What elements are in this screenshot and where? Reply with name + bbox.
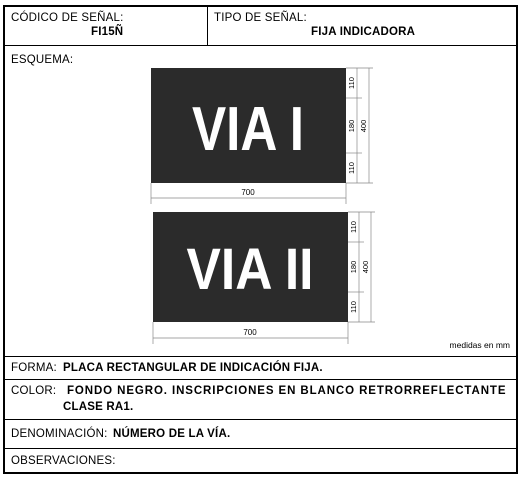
height-dim: 400: [359, 119, 368, 133]
color-value-line2: CLASE RA1.: [63, 401, 134, 413]
type-value: FIJA INDICADORA: [311, 26, 416, 38]
header-row: [5, 7, 516, 46]
top-dim: 110: [347, 77, 356, 89]
signal-sheet: [3, 5, 518, 474]
color-row: [5, 380, 516, 420]
forma-row: [5, 357, 516, 380]
sign-text: VIA I: [192, 95, 304, 164]
scheme-row: [5, 46, 516, 357]
code-cell: [5, 7, 208, 45]
units-note: medidas en mm: [449, 340, 510, 350]
middle-dim: 180: [347, 119, 356, 133]
observaciones-row: [5, 449, 516, 472]
observaciones-label: OBSERVACIONES:: [11, 455, 116, 467]
bottom-dim: 110: [349, 301, 358, 313]
middle-dim: 180: [349, 260, 358, 274]
width-dim: 700: [243, 328, 257, 337]
width-dim: 700: [241, 188, 255, 197]
color-value-line1: FONDO NEGRO. INSCRIPCIONES EN BLANCO RETRORREFLECTANTE: [67, 385, 507, 397]
code-value: FI15Ñ: [91, 26, 124, 38]
color-label: COLOR:: [11, 385, 57, 397]
scheme-drawing: [5, 46, 516, 354]
sign-text: VIA II: [186, 237, 314, 302]
height-dim: 400: [361, 260, 370, 274]
denominacion-label: DENOMINACIÓN:: [11, 428, 108, 440]
type-cell: [208, 7, 516, 45]
sign-via-i: [151, 68, 373, 204]
code-label: CÓDICO DE SEÑAL:: [11, 12, 124, 24]
type-label: TIPO DE SEÑAL:: [214, 12, 307, 24]
scheme-label: ESQUEMA:: [11, 54, 74, 66]
top-dim: 110: [349, 221, 358, 233]
sign-via-ii: [153, 212, 375, 344]
bottom-dim: 110: [347, 162, 356, 174]
denominacion-row: [5, 420, 516, 449]
forma-label: FORMA:: [11, 362, 57, 374]
denominacion-value: NÚMERO DE LA VÍA.: [113, 428, 231, 440]
forma-value: PLACA RECTANGULAR DE INDICACIÓN FIJA.: [63, 362, 323, 374]
